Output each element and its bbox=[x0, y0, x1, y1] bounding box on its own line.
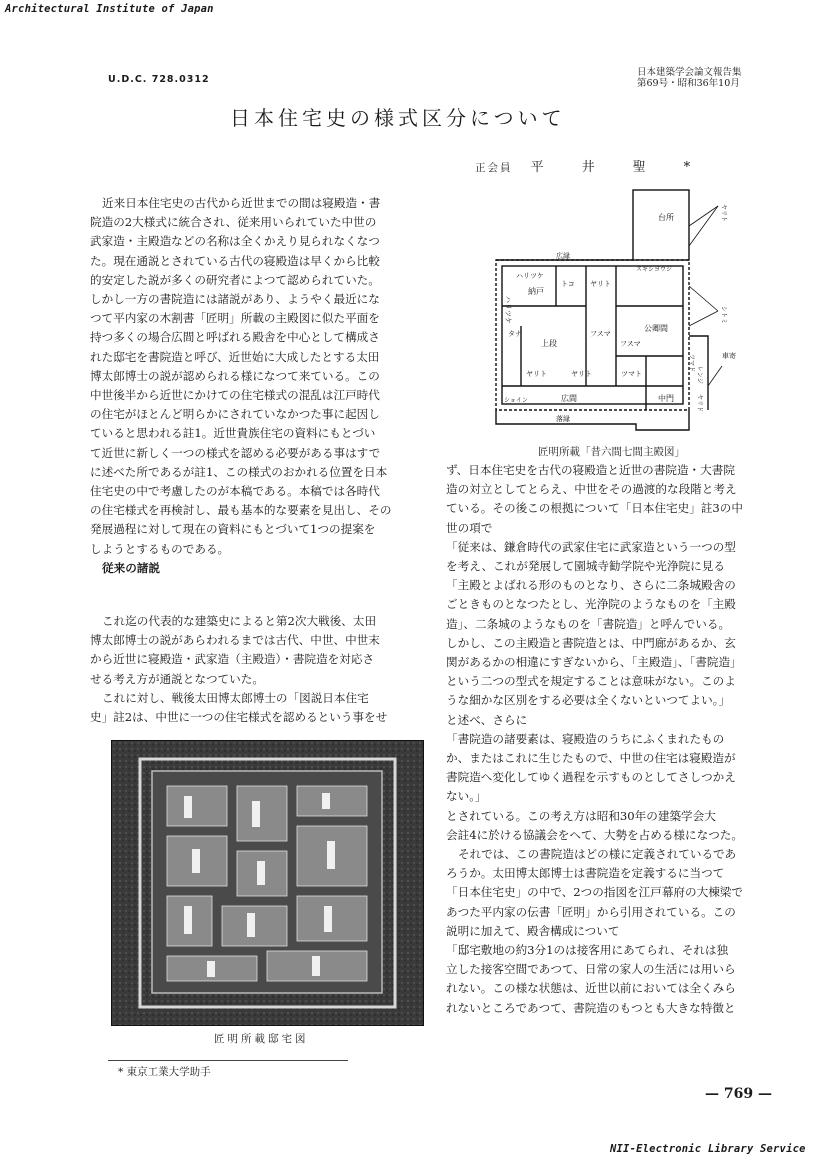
label-haritsuke-v: ハリツケ bbox=[504, 296, 512, 324]
paragraph-line: 「邸宅敷地の約3分1のは接客用にあてられ、それは独 bbox=[446, 943, 729, 958]
paragraph-line: これに対し、戦後太田博太郎博士の「図説日本住宅 bbox=[102, 690, 369, 705]
paragraph-line: あつた平内家の伝書「匠明」から引用されている。この bbox=[446, 904, 736, 919]
paragraph-line: ず、日本住宅史を古代の寝殿造と近世の書院造・大書院 bbox=[446, 463, 735, 477]
paragraph-line: 博太郎博士の説が認められる様になつて来ている。この bbox=[90, 368, 380, 383]
paragraph-line: を考え、これが発展して園城寺勧学院や光浄院に見る bbox=[446, 559, 725, 574]
label-hiroma: 広間 bbox=[561, 394, 577, 403]
paragraph-line: しようとするものである。 bbox=[90, 541, 230, 556]
paragraph-line: れないところであつて、書院造のもつとも大きな特徴と bbox=[446, 1000, 736, 1015]
label-yarido-2: ヤリト bbox=[526, 370, 547, 378]
paragraph-line: か、またはこれに生じたもので、中世の住宅は寝殿造が bbox=[446, 751, 736, 766]
label-tsumado: ツマト bbox=[621, 370, 642, 378]
paragraph-line: 造」、二条城のようなものを「書院造」と呼んでいる。 bbox=[446, 616, 731, 631]
label-tsumado-2: ツマド bbox=[688, 354, 695, 373]
author-name: 平井聖* bbox=[530, 160, 729, 175]
paragraph-line: た。現在通説とされている古代の寝殿造は早くから比較 bbox=[90, 253, 380, 268]
label-tana: タナ bbox=[508, 330, 522, 338]
section-heading: 従来の諸説 bbox=[102, 560, 160, 575]
footnote: * 東京工業大学助手 bbox=[118, 1066, 211, 1078]
journal-line-1: 日本建築学会論文報告集 bbox=[637, 67, 742, 78]
label-yarido-1: ヤリト bbox=[590, 280, 611, 288]
floor-plan-drawing bbox=[486, 186, 770, 442]
label-fusuma-1: フスマ bbox=[590, 330, 611, 338]
paragraph-line: という二つの型式を規定することは意味がない。このよ bbox=[446, 674, 736, 689]
label-fusuma-2: フスマ bbox=[620, 340, 641, 348]
right-column-body bbox=[446, 461, 786, 1018]
author-role: 正会員 bbox=[475, 162, 513, 174]
paragraph-line: 武家造・主殿造などの名称は全くかえり見られなくなつ bbox=[90, 234, 380, 249]
floor-plan-figure bbox=[486, 186, 770, 442]
paragraph-line: ない。」 bbox=[446, 789, 487, 804]
paragraph-line: て近世に新しく一つの様式を認める必要がある事はすで bbox=[90, 445, 381, 460]
paragraph-line: しかし、この主殿造と書院造とは、中門廊があるか、玄 bbox=[446, 635, 736, 650]
paragraph-line: 会註4に於ける協議会をへて、大勢を占める様になつた。 bbox=[446, 827, 743, 842]
label-toko: トコ bbox=[561, 280, 575, 288]
paragraph-line: から近世に寝殿造・武家造（主殿造）・書院造を対応さ bbox=[90, 652, 375, 667]
paragraph-line: と述べ、さらに bbox=[446, 712, 528, 727]
page-header: Architectural Institute of Japan bbox=[5, 3, 214, 15]
paragraph-line: それでは、この書院造はどの様に定義されているであ bbox=[458, 847, 737, 862]
label-yarido-4: ヤリド bbox=[696, 394, 703, 413]
label-chumon: 中門 bbox=[658, 394, 674, 403]
author-line bbox=[475, 156, 728, 175]
paragraph-line: せる考え方が通説となつていた。 bbox=[90, 671, 264, 686]
page-number: — 769 — bbox=[705, 1086, 772, 1102]
paragraph-line: 「日本住宅史」の中で、2つの指図を江戸幕府の大棟梁で bbox=[446, 885, 743, 900]
paragraph-line: 「主殿とよばれる形のものとなり、さらに二条城殿舎の bbox=[446, 578, 736, 593]
paragraph-line: 関があるかの相違にすぎないから、「主殿造」、「書院造」 bbox=[446, 655, 742, 670]
paper-title: 日本住宅史の様式区分について bbox=[230, 106, 566, 130]
paragraph-line: 立した接客空間であつて、日常の家人の生活には用いら bbox=[446, 962, 736, 977]
label-kugyo: 公卿間 bbox=[644, 324, 668, 333]
label-shoin: ショイン bbox=[504, 397, 528, 404]
paragraph-line: 「従来は、鎌倉時代の武家住宅に武家造という一つの型 bbox=[446, 539, 736, 554]
figure-2-caption: 匠明所載邸宅図 bbox=[214, 1033, 309, 1045]
label-en: 落縁 bbox=[556, 415, 570, 423]
residence-plan-drawing bbox=[112, 741, 423, 1025]
label-daidokoro: 台所 bbox=[658, 213, 674, 222]
label-renji: レンジ bbox=[696, 366, 703, 384]
label-shoji: スギシヨウジ bbox=[636, 266, 672, 273]
paragraph-line: の住宅がほとんど明らかにされていなかつた事に起因し bbox=[90, 407, 380, 422]
paragraph-line: 院造の2大様式に統合され、従来用いられていた中世の bbox=[90, 215, 377, 230]
paragraph-line: これ迄の代表的な建築史によると第2次大戦後、太田 bbox=[102, 614, 377, 628]
paragraph-line: 「書院造の諸要素は、寝殿造のうちにふくまれたもの bbox=[446, 731, 725, 746]
paragraph-line: れた邸宅を書院造と呼び、近世始に大成したとする太田 bbox=[90, 349, 380, 364]
paragraph-line: しかし一方の書院造には諸説があり、ようやく最近にな bbox=[90, 292, 380, 307]
label-shitomi: シトミ bbox=[720, 306, 727, 325]
paragraph-line: 書院造へ変化してゆく過程を示すものとしてさしつかえ bbox=[446, 770, 736, 785]
paragraph-line: つて平内家の木割書「匠明」所載の主殿図に似た平面を bbox=[90, 311, 380, 326]
paragraph-line: 持つ多くの場合広間と呼ばれる殿舎を中心として構成さ bbox=[90, 330, 380, 345]
figure-1-caption: 匠明所載「昔六間七間主殿図」 bbox=[538, 446, 685, 458]
paragraph-line: 中世後半から近世にかけての住宅様式の混乱は江戸時代 bbox=[90, 388, 380, 403]
paragraph-line: 説明に加えて、殿舎構成について bbox=[446, 923, 620, 938]
paragraph-line: ろうか。太田博太郎博士は書院造を定義するに当つて bbox=[446, 866, 725, 881]
paragraph-line: に述べた所であるが註1、この様式のおかれる位置を日本 bbox=[90, 464, 388, 479]
left-column-body bbox=[90, 194, 428, 578]
paragraph-line: 造の対立としてとらえ、中世をその過渡的な段階と考え bbox=[446, 482, 737, 497]
paragraph-line: 住宅史の中で考慮したのが本稿である。本稿では各時代 bbox=[90, 484, 380, 499]
left-column-body-2 bbox=[90, 612, 428, 727]
paragraph-line: 発展過程に対して現在の資料にもとづいて1つの提案を bbox=[90, 522, 376, 537]
page-footer: NII-Electronic Library Service bbox=[610, 1143, 806, 1155]
label-jodan: 上段 bbox=[541, 339, 557, 348]
residence-plan-photo bbox=[111, 740, 424, 1026]
paragraph-line: ていると思われる註1。近世貴族住宅の資料にもとづい bbox=[90, 426, 376, 441]
kitchen-outline bbox=[633, 190, 689, 260]
paragraph-line: とされている。この考え方は昭和30年の建築学会大 bbox=[446, 808, 716, 823]
paragraph-line: の住宅様式を再検討し、最も基本的な要素を見出し、その bbox=[90, 503, 392, 518]
udc-code: U.D.C. 728.0312 bbox=[108, 74, 210, 85]
paragraph-line: 世の項で bbox=[446, 520, 493, 535]
label-hariuke: ハリツケ bbox=[516, 272, 544, 280]
paragraph-line: ている。その後この根拠について「日本住宅史」註3の中 bbox=[446, 501, 743, 516]
journal-info bbox=[637, 67, 742, 89]
label-hiroen: 広縁 bbox=[556, 252, 570, 260]
paragraph-line: 博太郎博士の説があらわれるまでは古代、中世、中世末 bbox=[90, 633, 380, 648]
label-nando: 納戸 bbox=[528, 287, 544, 296]
paragraph-line: れない。この様な状態は、近世以前においては全くみら bbox=[446, 981, 736, 996]
paragraph-line: 的安定した説が多くの研究者によつて認められていた。 bbox=[90, 272, 380, 287]
paragraph-line: 近来日本住宅史の古代から近世までの間は寝殿造・書 bbox=[102, 196, 381, 210]
paragraph-line: 史」註2は、中世に一つの住宅様式を認めるという事をせ bbox=[90, 710, 388, 725]
label-yarido-3: ヤリト bbox=[571, 370, 592, 378]
label-yarido-5: ヤリト bbox=[720, 204, 727, 223]
label-kurumayose: 車寄 bbox=[722, 352, 736, 360]
footnote-divider bbox=[108, 1060, 348, 1061]
paragraph-line: うな細かな区別をする必要は全くないといつてよい。」 bbox=[446, 693, 731, 708]
paragraph-line: ごときものとなつたとし、光浄院のようなものを「主殿 bbox=[446, 597, 736, 612]
journal-line-2: 第69号・昭和36年10月 bbox=[637, 78, 740, 89]
